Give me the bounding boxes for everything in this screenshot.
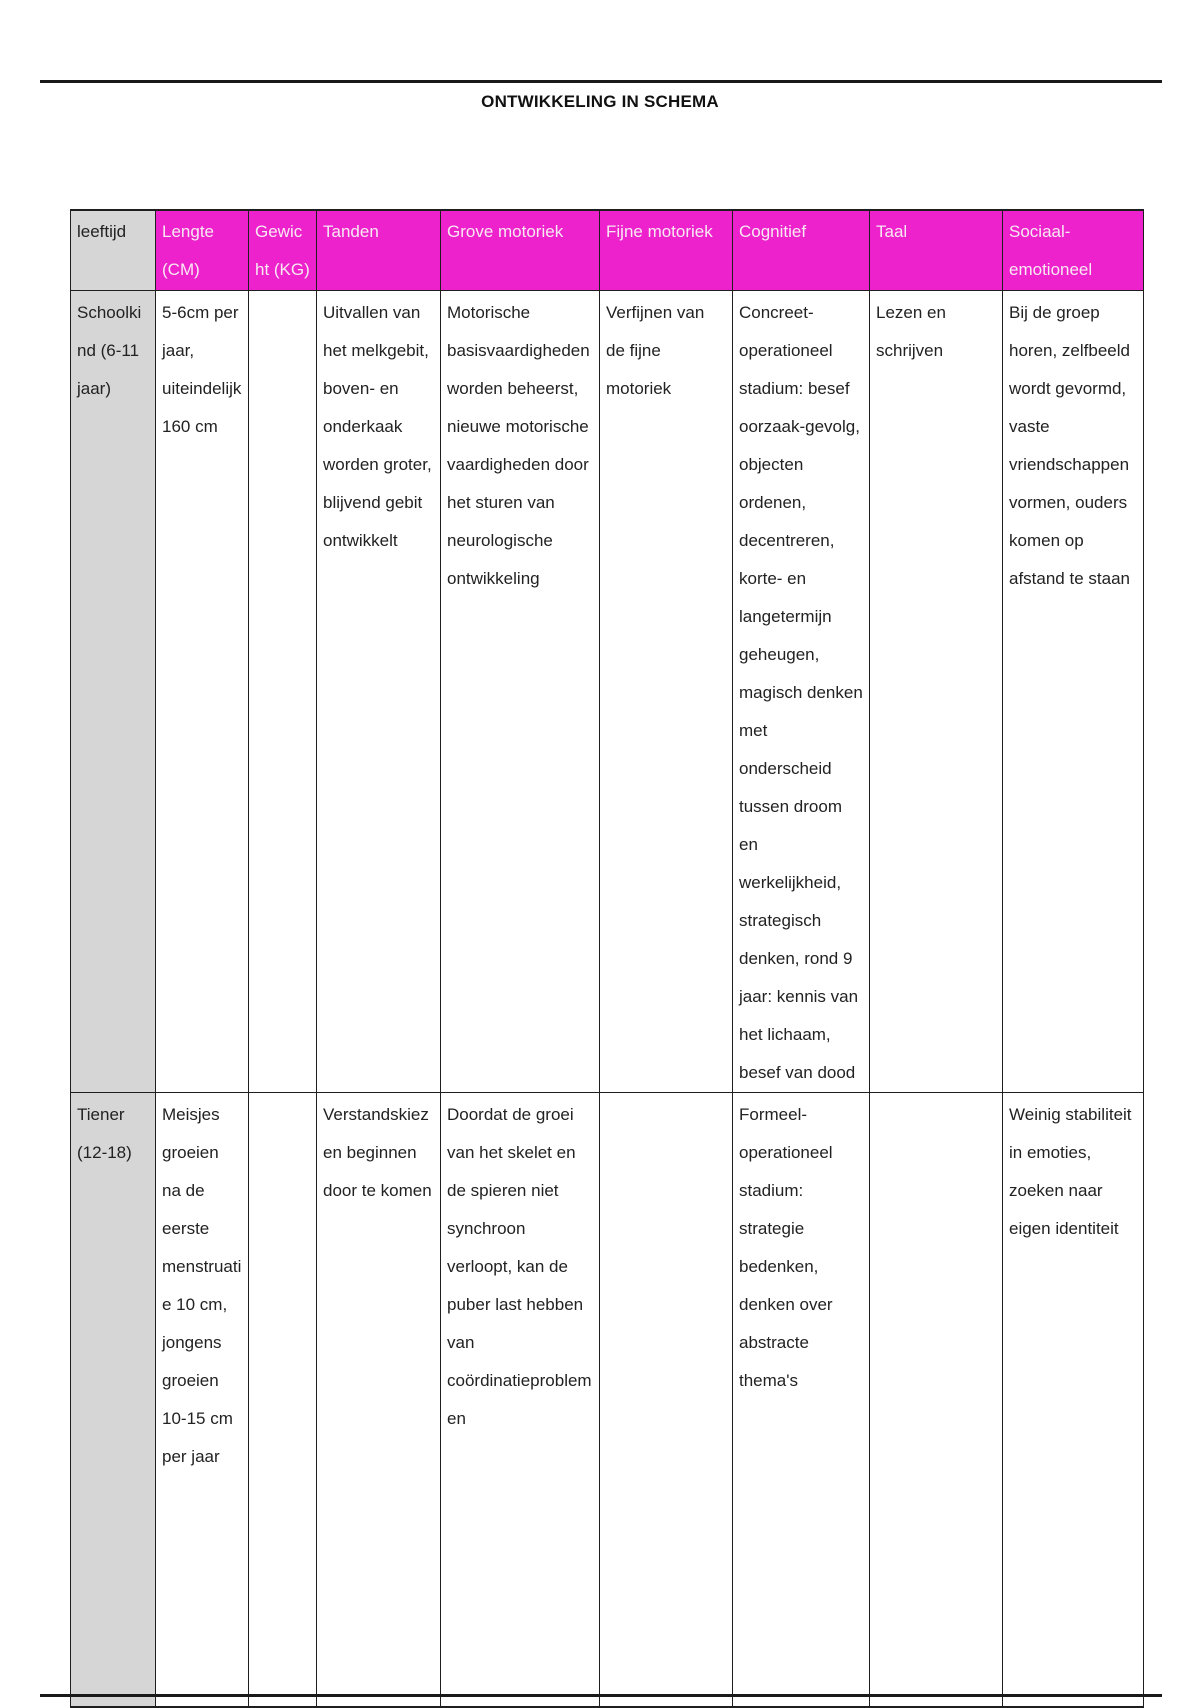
grove-motoriek-cell: Motorische basisvaardigheden worden beheerst, nieuwe motorische vaardigheden door het sturen van neurologische ontwikkeling — [441, 290, 600, 1092]
gewicht-cell — [249, 290, 317, 1092]
tanden-cell: Verstandskiezen beginnen door te komen — [317, 1092, 441, 1707]
table-row-tiener — [71, 1092, 1144, 1707]
grove-motoriek-cell: Doordat de groei van het skelet en de spieren niet synchroon verloopt, kan de puber last hebben van coördinatieproblemen — [441, 1092, 600, 1707]
document-title: ONTWIKKELING IN SCHEMA — [481, 92, 719, 111]
column-header-gewicht: Gewicht (KG) — [249, 210, 317, 290]
column-header-lengte: Lengte (CM) — [156, 210, 249, 290]
age-cell: Tiener (12-18) — [71, 1092, 156, 1707]
development-table — [70, 209, 1144, 1708]
lengte-cell: 5-6cm per jaar, uiteindelijk 160 cm — [156, 290, 249, 1092]
column-header-cognitief: Cognitief — [733, 210, 870, 290]
column-header-taal: Taal — [870, 210, 1003, 290]
taal-cell: Lezen en schrijven — [870, 290, 1003, 1092]
sociaal-emotioneel-cell: Weinig stabiliteit in emoties, zoeken naar eigen identiteit — [1003, 1092, 1144, 1707]
sociaal-emotioneel-cell: Bij de groep horen, zelfbeeld wordt gevormd, vaste vriendschappen vormen, ouders komen op afstand te staan — [1003, 290, 1144, 1092]
cognitief-cell: Concreet-operationeel stadium: besef oorzaak-gevolg, objecten ordenen, decentreren, korte- en langetermijn geheugen, magisch denken met onderscheid tussen droom en werkelijkheid, strategisch denken, rond 9 jaar: kennis van het lichaam, besef van dood — [733, 290, 870, 1092]
gewicht-cell — [249, 1092, 317, 1707]
top-rule — [40, 80, 1162, 83]
column-header-sociaal-emotioneel: Sociaal-emotioneel — [1003, 210, 1144, 290]
tanden-cell: Uitvallen van het melkgebit, boven- en onderkaak worden groter, blijvend gebit ontwikkelt — [317, 290, 441, 1092]
table-header-row — [71, 210, 1144, 290]
column-header-tanden: Tanden — [317, 210, 441, 290]
column-header-fijne-motoriek: Fijne motoriek — [600, 210, 733, 290]
fijne-motoriek-cell — [600, 1092, 733, 1707]
bottom-rule — [40, 1694, 1162, 1697]
taal-cell — [870, 1092, 1003, 1707]
table-row-schoolkind — [71, 290, 1144, 1092]
column-header-leeftijd: leeftijd — [71, 210, 156, 290]
column-header-grove-motoriek: Grove motoriek — [441, 210, 600, 290]
age-cell: Schoolkind (6-11 jaar) — [71, 290, 156, 1092]
fijne-motoriek-cell: Verfijnen van de fijne motoriek — [600, 290, 733, 1092]
cognitief-cell: Formeel-operationeel stadium: strategie bedenken, denken over abstracte thema's — [733, 1092, 870, 1707]
lengte-cell: Meisjes groeien na de eerste menstruatie 10 cm, jongens groeien 10-15 cm per jaar — [156, 1092, 249, 1707]
